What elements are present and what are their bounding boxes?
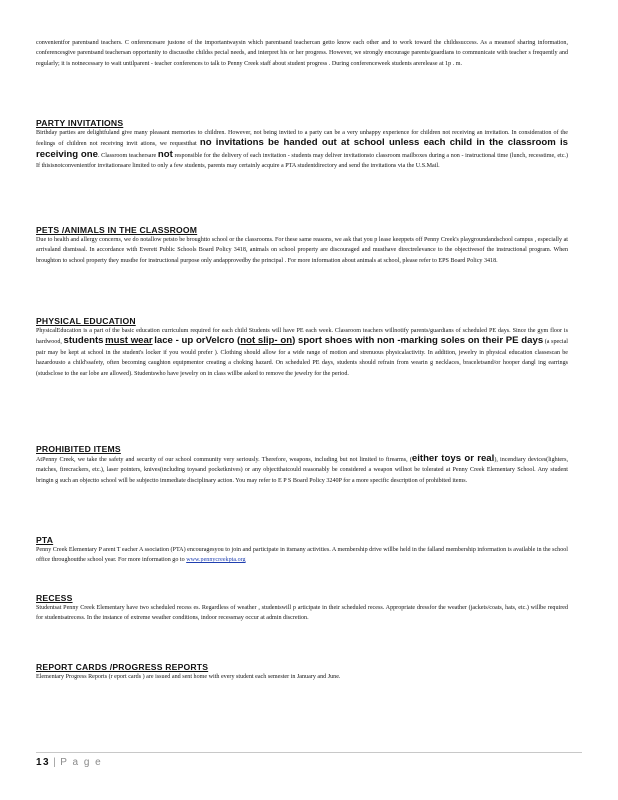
prohibited-items-heading: PROHIBITED ITEMS — [36, 444, 121, 454]
page-label: P a g e — [60, 757, 103, 768]
pets-heading: PETS /ANIMALS IN THE CLASSROOM — [36, 225, 198, 235]
report-cards-section — [36, 662, 568, 682]
pta-heading: PTA — [36, 535, 54, 545]
pe-text-a: PhysicalEducation is a part of the basic education curriculum required for each child Students will have PE each week. Classroom teachers willnotify parents/guardians of scheduled PE days. Since the gym floor is hardwood, — [36, 328, 568, 346]
pe-bold-students: students — [63, 335, 104, 347]
pta-website-link[interactable]: www.pennycreekpta.org — [186, 557, 246, 564]
party-text-c: responsible for the delivery of each invitation - students may deliver invitationsto classroom mailboxes during a non - instructional time (lunch, recesstime, etc.) If thisisnotconvenientfor invitationsare limited to only a few students, parents may certainly acquire a PTA studentdirectory and send the invitations via the U.S.Mail. — [36, 152, 568, 170]
physical-education-paragraph — [36, 326, 568, 379]
recess-heading: RECESS — [36, 593, 73, 603]
pe-bold-lace-up: lace - up orVelcro ( — [154, 335, 241, 347]
physical-education-section — [36, 316, 568, 379]
prohibited-items-paragraph — [36, 454, 568, 486]
intro-section — [36, 38, 568, 69]
pe-bold-must-wear: must wear — [105, 335, 153, 347]
page-footer — [36, 757, 102, 768]
report-cards-paragraph: Elementary Progress Reports (r eport cards ) are issued and sent home with every student each semester in January and June. — [36, 674, 341, 680]
recess-paragraph: Studentsat Penny Creek Elementary have two scheduled recess es. Regardless of weather , studentswill p articipate in their scheduled recess. Appropriate dressfor the weather (jackets/coats, hats, etc.) willbe required for studentsatrecess. In the instance of extreme weather conditions, indoor recessmay occur at admin discretion. — [36, 605, 568, 622]
pe-bold-sport-shoes: ) sport shoes with non -marking soles on their PE days — [292, 335, 544, 347]
pta-paragraph — [36, 545, 568, 566]
prohibited-text-b: ), incendiary devices(lighters, matches, firecrackers, etc.), laser pointers, knives(including toysand pocketknives) or any objectthatcould reasonably be considered a weapon willnot be tolerated at Penny Creek Elementary School. Any student bringin g such an objectto school will be subjectto immediate disciplinary action. You may refer to E P S Board Policy 3240P for a more specific description of prohibited items. — [36, 457, 569, 484]
recess-section — [36, 593, 568, 624]
pets-paragraph: Due to health and allergy concerns, we do notallow petsto be broughtto school or the classrooms. For these same reasons, we ask that you p lease keeppets off Penny Creek's playgroundandschool campus , especially at arrivaland dismissal. In accordance with Everett Public Schools Board Policy 3418, animals on school property are discouraged and musthave directrelevance to the objectivesof the instructional program. When broughton to school property they mustbe for instructional purpose only andapprovedby the principal . For more information about animals at school, please refer to EPS Board Policy 3418. — [36, 237, 568, 264]
prohibited-items-section — [36, 444, 568, 486]
pta-section — [36, 535, 568, 566]
pets-section — [36, 225, 568, 266]
footer-divider — [36, 752, 582, 753]
party-text-b: . Classroom teachersare — [97, 152, 157, 159]
party-bold-not: not — [157, 148, 173, 160]
report-cards-heading: REPORT CARDS /PROGRESS REPORTS — [36, 662, 209, 672]
pe-bold-not-slip-on: not slip- on — [240, 335, 293, 347]
physical-education-heading: PHYSICAL EDUCATION — [36, 316, 136, 326]
party-invitations-section — [36, 118, 568, 172]
party-invitations-heading: PARTY INVITATIONS — [36, 118, 124, 128]
pe-text-b: (a special pair may be kept at school in the student's locker if you would prefer ). Clothing should allow for a wide range of motion and strenuous physicalactivity. In addition, jewelry in physical education classescan be hazardousto a child'ssafety, often becoming caughton equipmentor creating a choking hazard. On scheduled PE days, students should refrain from wearin g necklaces, braceletsand/or hooper dangl ing earrings (studsclose to the ear lobe are allowed). Studentswho have jewelry on in class willbe asked to remove the jewelry for the period. — [36, 339, 568, 377]
prohibited-text-a: AtPenny Creek, we take the safety and security of our school community very seriously. Therefore, weapons, including but not limited to firearms, ( — [36, 457, 412, 463]
intro-paragraph: convenientfor parentsand teachers. C onferencesare justone of the importantwaysin which parentsand teachercan getto know each other and to work toward the childssuccess. As a meansof sharing information, conferencesgive parentsand teachersan opportunity to discussthe childss pecial needs, and interpret his or her progress. However, we strongly encourage parents/guardians to communicate with teacher s frequently and regularly; it is notnecessary to wait untilparent - teacher conferences to talk to Penny Creek staff about student progress . During conferenceweek students arerelease at 1p . m. — [36, 40, 568, 67]
party-text-a: Birthday parties are delightfuland give many pleasant memories to children. However, not being invited to a party can be a very unhappy experience for children not receiving an invitation. In consideration of the feelings of children not receiving invit ations, we requestthat — [36, 130, 568, 148]
footer-separator: | — [53, 757, 58, 768]
page-number: 13 — [36, 757, 51, 768]
party-bold-no-invitations: no invitations be handed out at school unless each child in the classroom is receiving one — [36, 137, 568, 160]
pta-text: Penny Creek Elementary P arent T eacher A ssociation (PTA) encouragesyou to join and participate in itsmany activities. A membership drive willbe held in the falland membership information is available in the school office throughoutthe school year. For more information go to — [36, 547, 568, 564]
prohibited-bold-toys-real: either toys or real — [411, 453, 495, 464]
party-invitations-paragraph — [36, 128, 568, 172]
